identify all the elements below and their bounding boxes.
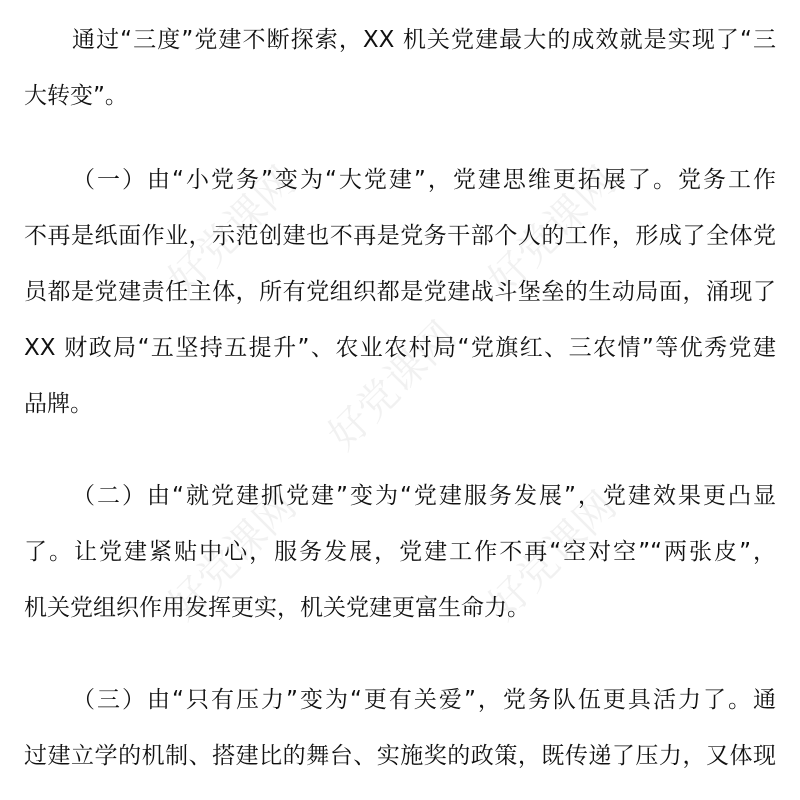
watermark: 好党课网 (159, 158, 306, 304)
paragraph-line: （一）由“小党务”变为“大党建”，党建思维更拓展了。党务工作 (72, 167, 776, 193)
paragraph-line: 机关党组织作用发挥更实，机关党建更富生命力。 (24, 595, 530, 621)
watermark: 好党课网 (479, 158, 626, 304)
paragraph-line: （二）由“就党建抓党建”变为“党建服务发展”，党建效果更凸显 (72, 483, 776, 509)
paragraph-line: 过建立学的机制、搭建比的舞台、实施奖的政策，既传递了压力，又体现 (24, 743, 776, 769)
paragraph-line: （三）由“只有压力”变为“更有关爱”，党务队伍更具活力了。通 (72, 687, 776, 713)
paragraph-line: 大转变”。 (24, 83, 128, 109)
watermark: 好党课网 (479, 483, 626, 629)
paragraph-line: 了。让党建紧贴中心，服务发展，党建工作不再“空对空”“两张皮”， (24, 539, 776, 565)
watermark: 好党课网 (319, 313, 466, 459)
paragraph-line: XX 财政局“五坚持五提升”、农业农村局“党旗红、三农情”等优秀党建 (24, 335, 776, 361)
watermark: 好党课网 (159, 483, 306, 629)
paragraph-line: 不再是纸面作业，示范创建也不再是党务干部个人的工作，形成了全体党 (24, 223, 776, 249)
paragraph-line: 员都是党建责任主体，所有党组织都是党建战斗堡垒的生动局面，涌现了 (24, 279, 776, 305)
paragraph-line: 品牌。 (24, 391, 93, 417)
paragraph-line: 通过“三度”党建不断探索，XX 机关党建最大的成效就是实现了“三 (72, 27, 776, 53)
